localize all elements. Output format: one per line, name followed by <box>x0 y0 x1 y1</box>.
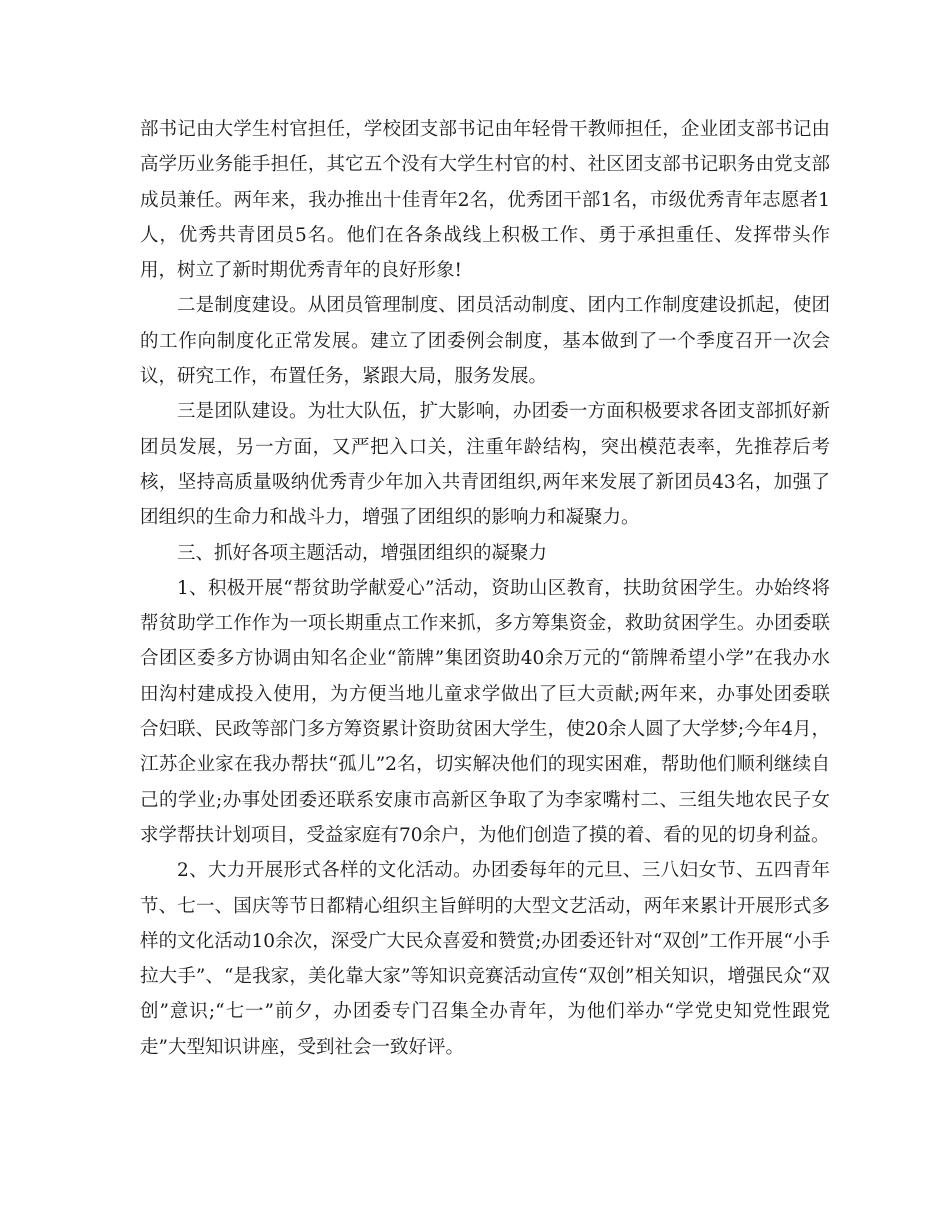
paragraph-branch-secretaries: 部书记由大学生村官担任，学校团支部书记由年轻骨干教师担任，企业团支部书记由高学历业务能手担任，其它五个没有大学生村官的村、社区团支部书记职务由党支部成员兼任。两年来，我办推出十佳青年2名，优秀团干部1名，市级优秀青年志愿者1人，优秀共青团员5名。他们在各条战线上积极工作、勇于承担重任、发挥带头作用，树立了新时期优秀青年的良好形象! <box>140 119 830 282</box>
paragraph-system-building: 二是制度建设。从团员管理制度、团员活动制度、团内工作制度建设抓起，使团的工作向制度化正常发展。建立了团委例会制度，基本做到了一个季度召开一次会议，研究工作，布置任务，紧跟大局，服务发展。 <box>140 295 830 388</box>
section-heading-theme-activities: 三、抓好各项主题活动，增强团组织的凝聚力 <box>177 542 548 564</box>
paragraph-cultural-activities: 2、大力开展形式各样的文化活动。办团委每年的元旦、三八妇女节、五四青年节、七一、国庆等节日都精心组织主旨鲜明的大型文艺活动，两年来累计开展形式多样的文化活动10余次，深受广大民众喜爱和赞赏;办团委还针对“双创”工作开展“小手拉大手”、“是我家，美化靠大家”等知识竞赛活动宣传“双创”相关知识，增强民众“双创”意识;“七一”前夕，办团委专门召集全办青年，为他们举办“学党史知党性跟党走”大型知识讲座，受到社会一致好评。 <box>140 860 830 1058</box>
paragraph-team-building: 三是团队建设。为壮大队伍，扩大影响，办团委一方面积极要求各团支部抓好新团员发展，另一方面，又严把入口关，注重年龄结构，突出模范表率，先推荐后考核，坚持高质量吸纳优秀青少年加入共青团组织,两年来发展了新团员43名，加强了团组织的生命力和战斗力，增强了团组织的影响力和凝聚力。 <box>140 401 830 529</box>
paragraph-poverty-aid: 1、积极开展“帮贫助学献爱心”活动，资助山区教育，扶助贫困学生。办始终将帮贫助学工作作为一项长期重点工作来抓，多方筹集资金，救助贫困学生。办团委联合团区委多方协调由知名企业“箭牌”集团资助40余万元的“箭牌希望小学”在我办水田沟村建成投入使用，为方便当地儿童求学做出了巨大贡献;两年来，办事处团委联合妇联、民政等部门多方筹资累计资助贫困大学生，使20余人圆了大学梦;今年4月，江苏企业家在我办帮扶“孤儿”2名，切实解决他们的现实困难，帮助他们顺利继续自己的学业;办事处团委还联系安康市高新区争取了为李家嘴村二、三组失地农民子女求学帮扶计划项目，受益家庭有70余户，为他们创造了摸的着、看的见的切身利益。 <box>140 577 830 846</box>
document-body <box>140 112 830 1065</box>
